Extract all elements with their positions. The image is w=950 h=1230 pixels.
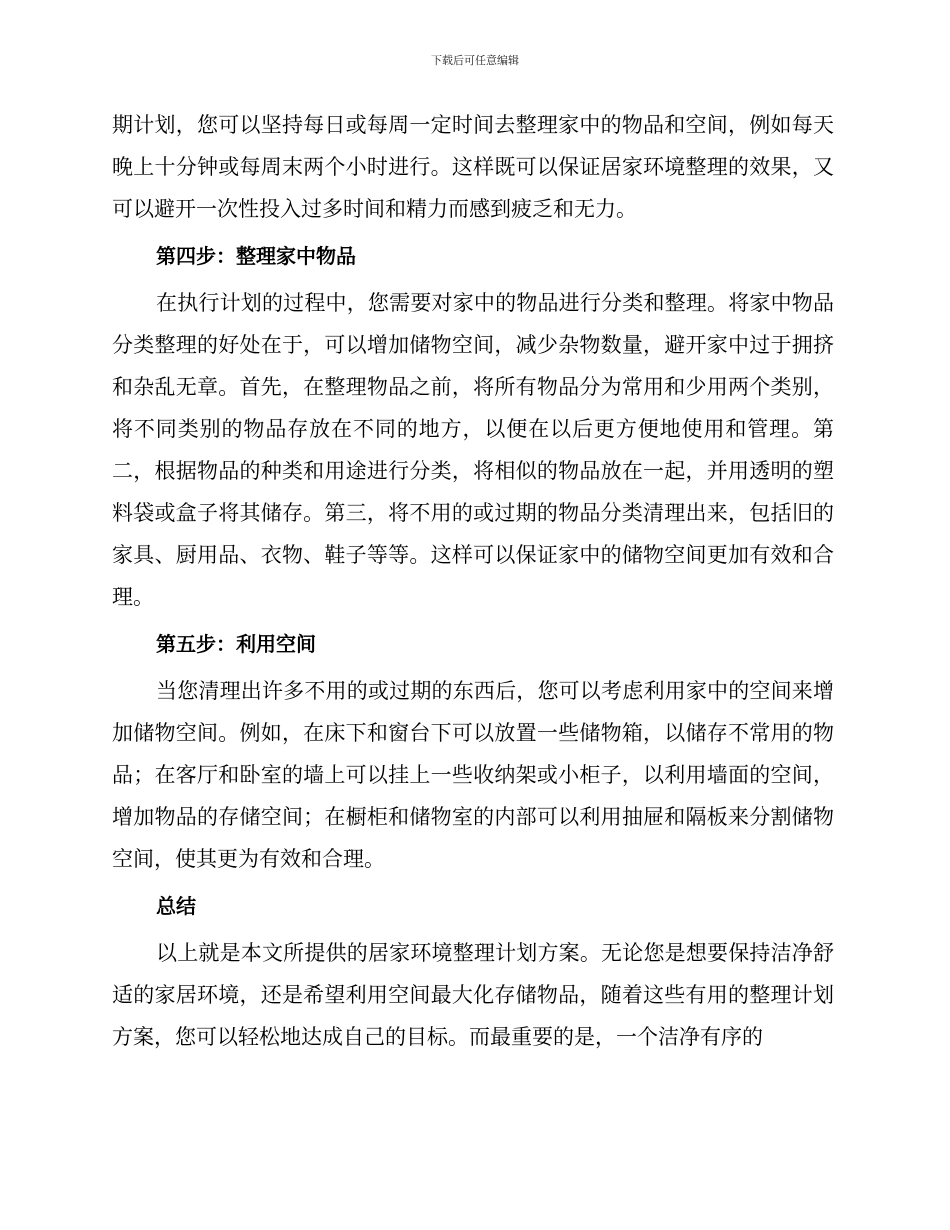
page-header-note: 下载后可任意编辑 <box>431 54 519 67</box>
document-body <box>112 104 834 1058</box>
heading-summary: 总结 <box>156 894 196 918</box>
heading-step-5: 第五步：利用空间 <box>156 632 316 656</box>
paragraph-step-5: 当您清理出许多不用的或过期的东西后，您可以考虑利用家中的空间来增加储物空间。例如，在床下和窗台下可以放置一些储物箱，以储存不常用的物品；在客厅和卧室的墙上可以挂上一些收纳架或小柜子，以利用墙面的空间，增加物品的存储空间；在橱柜和储物室的内部可以利用抽屉和隔板来分割储物空间，使其更为有效和合理。 <box>112 679 834 871</box>
paragraph-step-4: 在执行计划的过程中，您需要对家中的物品进行分类和整理。将家中物品分类整理的好处在于，可以增加储物空间，减少杂物数量，避开家中过于拥挤和杂乱无章。首先，在整理物品之前，将所有物品分为常用和少用两个类别，将不同类别的物品存放在不同的地方，以便在以后更方便地使用和管理。第二，根据物品的种类和用途进行分类，将相似的物品放在一起，并用透明的塑料袋或盒子将其储存。第三，将不用的或过期的物品分类清理出来，包括旧的家具、厨用品、衣物、鞋子等等。这样可以保证家中的储物空间更加有效和合理。 <box>112 291 834 609</box>
paragraph-intro: 期计划，您可以坚持每日或每周一定时间去整理家中的物品和空间，例如每天晚上十分钟或每周末两个小时进行。这样既可以保证居家环境整理的效果，又可以避开一次性投入过多时间和精力而感到疲乏和无力。 <box>112 113 834 221</box>
heading-step-4: 第四步：整理家中物品 <box>156 244 356 268</box>
paragraph-summary: 以上就是本文所提供的居家环境整理计划方案。无论您是想要保持洁净舒适的家居环境，还是希望利用空间最大化存储物品，随着这些有用的整理计划方案，您可以轻松地达成自己的目标。而最重要的是，一个洁净有序的 <box>112 941 834 1049</box>
